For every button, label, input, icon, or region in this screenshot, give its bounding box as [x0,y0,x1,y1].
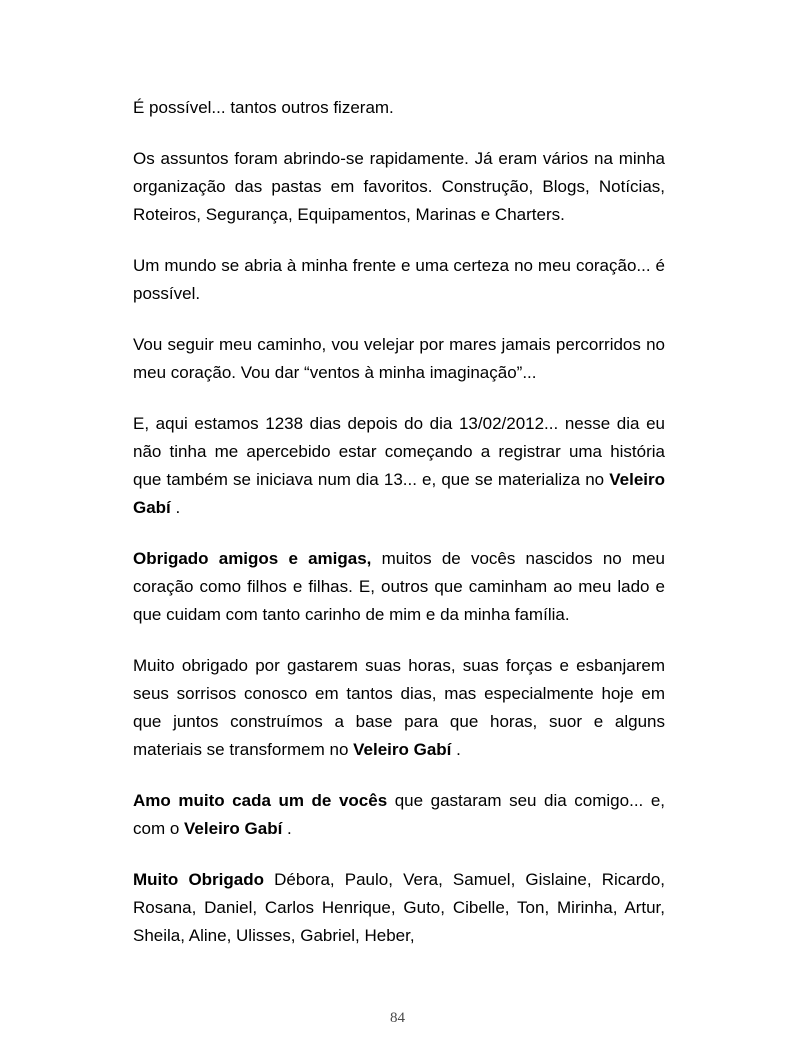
paragraph [133,331,665,387]
text-run: Os assuntos foram abrindo-se rapidamente. Já eram vários na minha organização das pastas em favoritos. Construção, Blogs, Notícias, Roteiros, Segurança, Equipamentos, Marinas e Charters. [133,149,665,224]
paragraph [133,252,665,308]
text-run: Um mundo se abria à minha frente e uma certeza no meu coração... é possível. [133,256,665,303]
text-run: É possível... tantos outros fizeram. [133,98,394,117]
bold-text-run: Obrigado amigos e amigas, [133,549,372,568]
text-run: Vou seguir meu caminho, vou velejar por mares jamais percorridos no meu coração. Vou dar “ventos à minha imaginação”... [133,335,665,382]
text-run: . [451,740,461,759]
bold-text-run: Veleiro Gabí [184,819,283,838]
paragraph [133,410,665,522]
text-run: Débora, Paulo, Vera, Samuel, Gislaine, Ricardo, Rosana, Daniel, Carlos Henrique, Guto, Cibelle, Ton, Mirinha, Artur, Sheila, Aline, Ulisses, Gabriel, Heber, [133,870,666,945]
text-run: E, aqui estamos 1238 dias depois do dia 13/02/2012... nesse dia eu não tinha me apercebido estar começando a registrar uma história que também se iniciava num dia 13... e, que se materializa no [133,414,665,489]
paragraph [133,545,665,629]
bold-text-run: Veleiro Gabí [353,740,452,759]
paragraph [133,866,665,950]
paragraph [133,145,665,229]
text-run: . [282,819,292,838]
page-number: 84 [390,1010,405,1026]
paragraph [133,94,665,122]
bold-text-run: Muito Obrigado [133,870,265,889]
text-run: que gastaram seu dia comigo... e, com o [133,791,666,838]
text-block [133,94,665,950]
bold-text-run: Veleiro Gabí [133,470,665,517]
text-run: . [170,498,181,517]
paragraph [133,652,665,764]
bold-text-run: Amo muito cada um de vocês [133,791,388,810]
paragraph [133,787,665,843]
text-run: muitos de vocês nascidos no meu coração como filhos e filhas. E, outros que caminham ao meu lado e que cuidam com tanto carinho de mim e da minha família. [133,549,665,624]
text-run: Muito obrigado por gastarem suas horas, suas forças e esbanjarem seus sorrisos conosco em tantos dias, mas especialmente hoje em que juntos construímos a base para que horas, suor e alguns materiais se transformem no [133,656,665,759]
